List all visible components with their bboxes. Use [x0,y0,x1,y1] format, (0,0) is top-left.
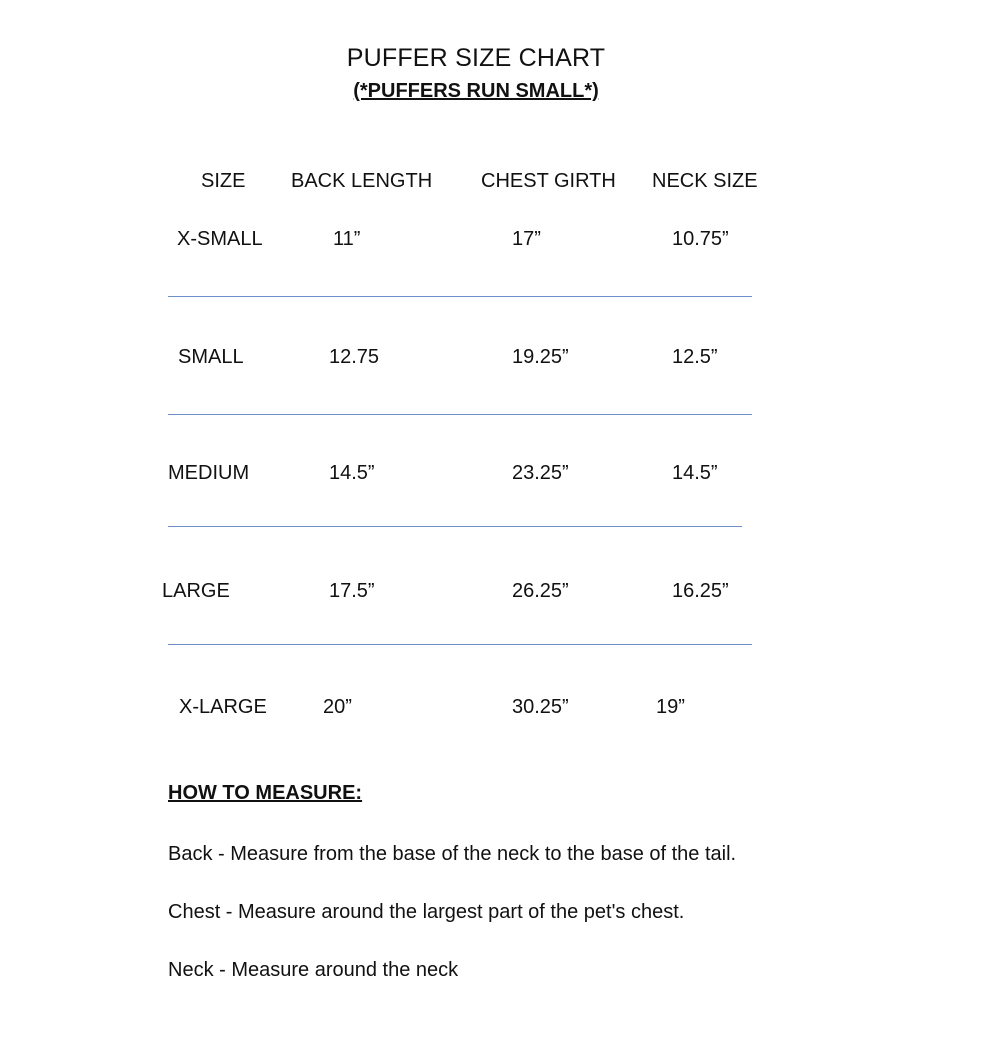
cell-chest-girth: 30.25” [512,696,569,718]
cell-chest-girth: 26.25” [512,580,569,602]
header-back-length: BACK LENGTH [291,170,433,192]
cell-size: MEDIUM [168,462,250,484]
cell-size: X-LARGE [179,696,267,718]
cell-neck-size: 12.5” [672,346,718,368]
cell-chest-girth: 23.25” [512,462,569,484]
cell-size: LARGE [162,580,230,602]
page-title: PUFFER SIZE CHART [346,44,606,72]
instruction-back: Back - Measure from the base of the neck to the base of the tail. [168,843,737,865]
cell-size: SMALL [178,346,244,368]
row-divider [168,644,752,645]
cell-neck-size: 16.25” [672,580,729,602]
row-divider [168,296,752,297]
cell-neck-size: 14.5” [672,462,718,484]
cell-neck-size: 19” [656,696,685,718]
instruction-chest: Chest - Measure around the largest part of the pet's chest. [168,901,685,923]
header-size: SIZE [201,170,246,192]
cell-back-length: 20” [323,696,352,718]
cell-size: X-SMALL [177,228,263,250]
row-divider [168,414,752,415]
cell-chest-girth: 17” [512,228,541,250]
page-subtitle: (*PUFFERS RUN SMALL*) [353,80,599,102]
cell-back-length: 12.75 [329,346,380,368]
row-divider [168,526,742,527]
cell-neck-size: 10.75” [672,228,729,250]
cell-back-length: 11” [333,228,361,250]
cell-back-length: 14.5” [329,462,375,484]
cell-chest-girth: 19.25” [512,346,569,368]
instruction-neck: Neck - Measure around the neck [168,959,459,981]
header-chest-girth: CHEST GIRTH [481,170,616,192]
how-to-measure-heading: HOW TO MEASURE: [168,782,363,804]
cell-back-length: 17.5” [329,580,375,602]
header-neck-size: NECK SIZE [652,170,758,192]
